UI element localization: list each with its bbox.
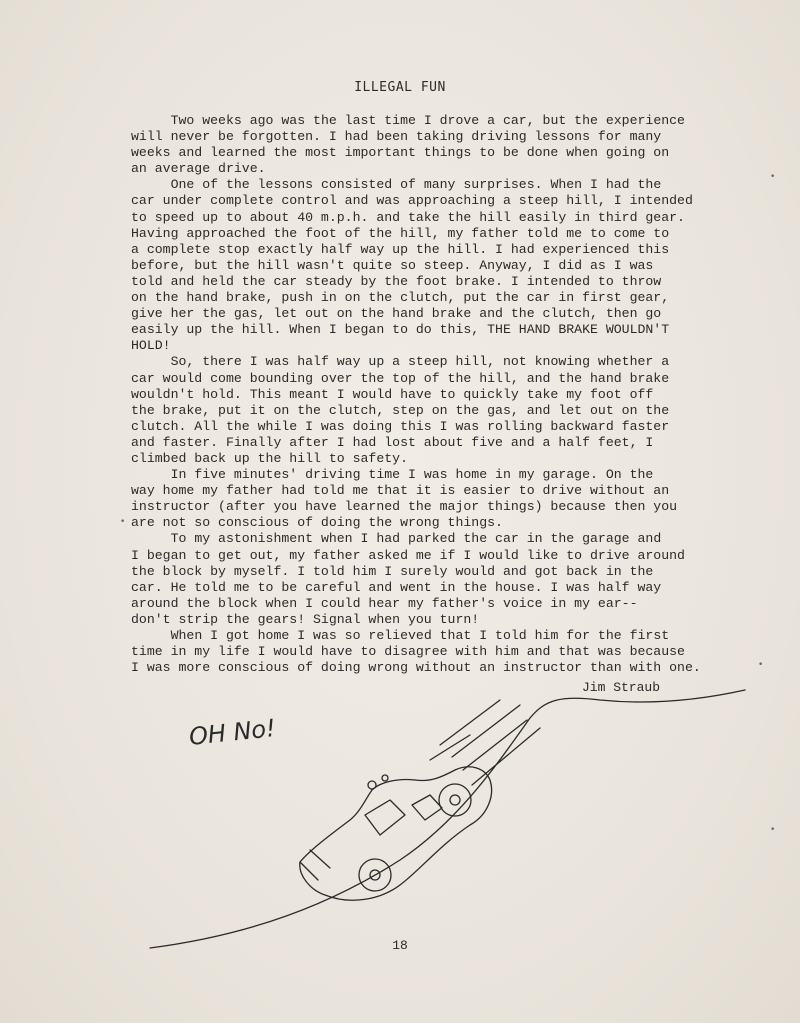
paper-speck: •	[758, 660, 764, 670]
paragraph-4: In five minutes' driving time I was home in my garage. On the way home my father had told me that it is easier to drive without an instructor (after you have learned the major things) because then you are not so conscious of doing the wrong things.	[131, 467, 678, 531]
paragraph-1: Two weeks ago was the last time I drove a car, but the experience will never be forgotten. I had been taking driving lessons for many weeks and learned the most important things to be done when going on an average drive.	[131, 113, 685, 177]
drawing-caption: OH No!	[187, 714, 277, 751]
paragraph-5: To my astonishment when I had parked the car in the garage and I began to get out, my father asked me if I would like to drive around the block by myself. I told him I surely would and got back in the car. He told me to be careful and went in the house. I was half way around the block when I could hear my father's voice in my ear-- don't strip the gears! Signal when you turn!	[131, 531, 685, 627]
paper-speck: •	[770, 172, 776, 182]
paragraph-3: So, there I was half way up a steep hill, not knowing whether a car would come bounding over the top of the hill, and the hand brake wouldn't hold. This meant I would have to quickly take my foot off the brake, put it on the clutch, step on the gas, and let out on the clutch. All the while I was doing this I was rolling backward faster and faster. Finally after I had lost about five and a half feet, I climbed back up the hill to safety.	[131, 354, 670, 466]
page-number: 18	[392, 938, 408, 953]
paragraph-6: When I got home I was so relieved that I told him for the first time in my life I would have to disagree with him and that was because I was more conscious of doing wrong without an instructor than with one.	[131, 628, 701, 676]
author-signature: Jim Straub	[582, 680, 661, 695]
paper-speck: •	[120, 517, 126, 527]
document-title: ILLEGAL FUN	[354, 80, 446, 95]
paragraph-2: One of the lessons consisted of many surprises. When I had the car under complete control and was approaching a steep hill, I intended to speed up to about 40 m.p.h. and take the hill easily in third gear. Having approached the foot of the hill, my father told me to come to a complete stop exactly half way up the hill. I had experienced this before, but the hill wasn't quite so steep. Anyway, I did as I was told and held the car steady by the foot brake. I intended to throw on the hand brake, push in on the clutch, put the car in first gear, give her the gas, let out on the hand brake and the clutch, then go easily up the hill. When I began to do this, THE HAND BRAKE WOULDN'T HOLD!	[131, 177, 693, 354]
paper-speck: •	[770, 825, 776, 835]
